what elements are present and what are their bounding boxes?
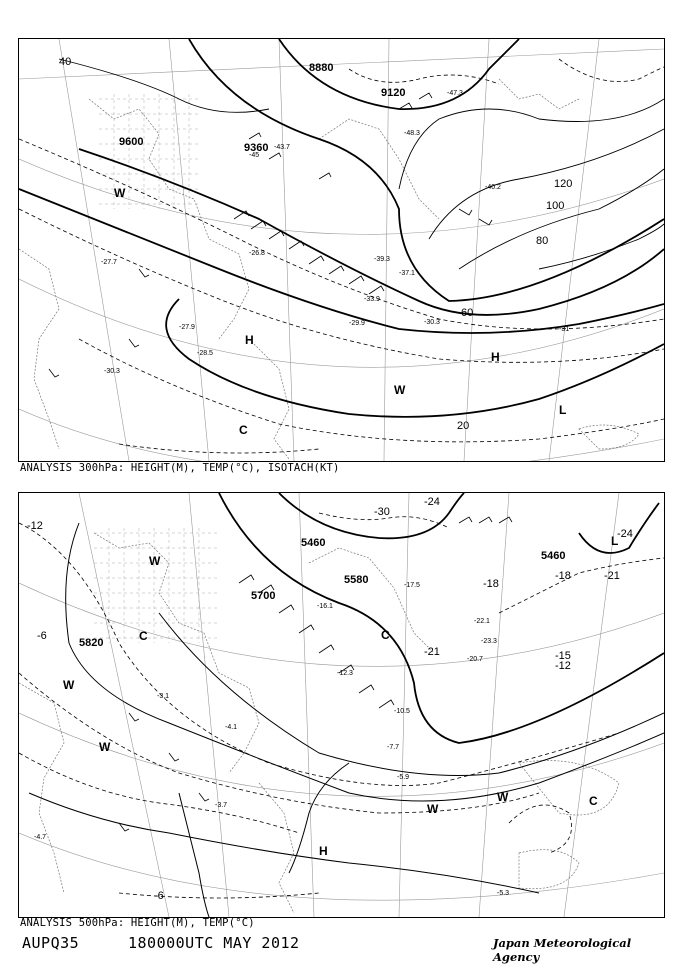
caption-300hpa: ANALYSIS 300hPa: HEIGHT(M), TEMP(°C), ISOTACH(KT) [20,462,340,474]
isotherm-label: -18 [555,570,571,582]
temp-label: -43.7 [274,144,290,151]
wind-barbs [49,93,492,377]
low-center: L [611,534,619,548]
height-label-5700: 5700 [251,590,276,602]
warm-center: W [149,554,161,568]
warm-center: W [63,678,75,692]
isotach-contours [59,59,664,269]
isotach-label: 100 [546,200,565,212]
height-label-5820: 5820 [79,637,104,649]
height-contours [19,39,664,417]
temp-label: -48.3 [404,130,420,137]
temp-label: -7.7 [387,744,400,751]
map-300hpa-canvas [19,39,664,461]
temp-label: -27.9 [179,324,195,331]
high-center: H [319,844,328,858]
graticule [19,39,664,461]
temp-label: -45 [249,152,260,159]
temp-label: -27.7 [101,259,117,266]
temp-label: -31 [559,326,570,333]
temp-label: -30.3 [424,319,440,326]
temp-label: -33.9 [364,296,380,303]
isotach-label: 60 [461,307,474,319]
temp-label: -3.7 [215,802,228,809]
high-center: H [491,350,500,364]
height-label-5580: 5580 [344,574,369,586]
chart-code: AUPQ35 [22,934,80,952]
height-label-5460: 5460 [541,550,566,562]
cold-center: C [139,629,148,643]
height-label-8880: 8880 [309,62,334,74]
cold-center: C [239,423,248,437]
temp-label: -4.1 [225,724,238,731]
temp-label: -5.3 [497,890,510,897]
isotherm-label: -24 [424,496,440,508]
temp-label: -30.3 [104,368,120,375]
isotach-label: 40 [59,56,72,68]
temp-label: -40.2 [485,184,501,191]
graticule [19,493,664,917]
isotach-label: 20 [457,420,470,432]
warm-center: W [427,802,439,816]
temp-label: -4.7 [34,834,47,841]
temp-label: -26.8 [249,250,265,257]
hatched-areas [94,528,219,643]
temp-label: -28.5 [197,350,213,357]
valid-time: 180000UTC MAY 2012 [128,934,300,952]
temp-label: -20.7 [467,656,483,663]
temp-label: -23.3 [481,638,497,645]
temp-label: -3.1 [157,693,170,700]
temp-label: -37.1 [399,270,415,277]
height-label-9360: 9360 [244,142,269,154]
cold-center: C [381,628,390,642]
temp-label: -12.3 [337,670,353,677]
warm-center: W [99,740,111,754]
isotherm-label: -6 [37,630,47,642]
temp-label: -17.5 [404,582,420,589]
height-contours [219,493,664,743]
isotherm-label: -21 [424,646,440,658]
cold-center: C [589,794,598,808]
map-500hpa [18,492,665,918]
isotherm-label: -21 [604,570,620,582]
coastlines [19,79,639,459]
isotherm-label: -6 [154,890,164,902]
warm-center: W [394,383,406,397]
isotach-label: 80 [536,235,549,247]
temp-label: -22.1 [474,618,490,625]
isotherms [19,59,664,453]
low-center: L [559,403,567,417]
temp-label: -16.1 [317,603,333,610]
isotach-labels [59,56,572,432]
isotherm-label: -18 [483,578,499,590]
map-300hpa [18,38,665,462]
temp-label: -5.9 [397,774,410,781]
isotherm-label: -12 [27,520,43,532]
height-label-5460: 5460 [301,537,326,549]
height-label-9120: 9120 [381,87,406,99]
caption-500hpa: ANALYSIS 500hPa: HEIGHT(M), TEMP(°C) [20,917,255,929]
temp-label: -10.5 [394,708,410,715]
warm-center: W [114,186,126,200]
height-labels [119,62,405,154]
height-label-9600: 9600 [119,136,144,148]
isotherm-label: -12 [555,660,571,672]
temp-label: -29.9 [349,320,365,327]
agency-name: Japan Meteorological Agency [493,936,632,964]
isotherm-label: -15 [555,650,571,662]
map-500hpa-canvas [19,493,664,917]
isotherm-label: -24 [617,528,633,540]
temp-label: -39.3 [374,256,390,263]
warm-center: W [497,790,509,804]
temp-label: -47.3 [447,90,463,97]
high-center: H [245,333,254,347]
isotherm-label: -30 [374,506,390,518]
isotach-label: 120 [554,178,573,190]
wind-barbs [119,517,512,831]
